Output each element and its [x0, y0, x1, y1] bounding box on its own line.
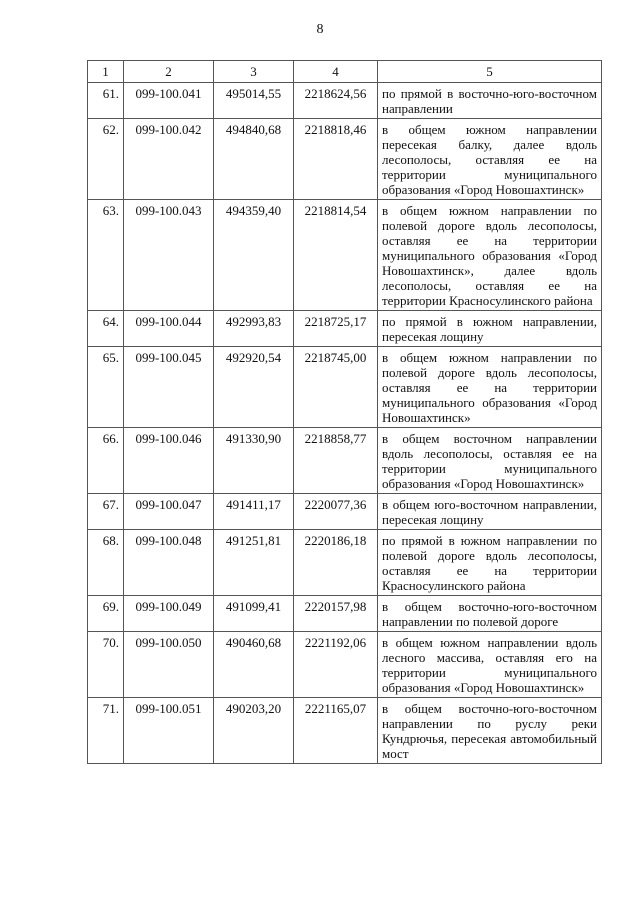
header-col-4: 4	[294, 61, 378, 83]
boundary-description: в общем южном направлении пересекая балку, далее вдоль лесополосы, оставляя ее на территории муниципального образования «Город Новошахтинск»	[378, 119, 602, 200]
boundary-description: в общем восточном направлении вдоль лесополосы, оставляя ее на территории муниципального образования «Город Новошахтинск»	[378, 428, 602, 494]
point-id: 099-100.042	[124, 119, 214, 200]
boundary-description: в общем юго-восточном направлении, пересекая лощину	[378, 494, 602, 530]
boundary-description: по прямой в восточно-юго-восточном направлении	[378, 83, 602, 119]
boundary-description: в общем южном направлении по полевой дороге вдоль лесополосы, оставляя ее на территории муниципального образования «Город Новошахтинск», далее вдоль лесополосы, оставляя ее на территории Красносулинского района	[378, 200, 602, 311]
y-coordinate: 2221192,06	[294, 632, 378, 698]
table-row	[88, 119, 602, 200]
x-coordinate: 494359,40	[214, 200, 294, 311]
table-row	[88, 632, 602, 698]
page-number: 8	[316, 22, 324, 37]
table-row	[88, 428, 602, 494]
y-coordinate: 2220157,98	[294, 596, 378, 632]
table-row	[88, 596, 602, 632]
point-id: 099-100.050	[124, 632, 214, 698]
x-coordinate: 490460,68	[214, 632, 294, 698]
y-coordinate: 2218745,00	[294, 347, 378, 428]
row-number: 70.	[88, 632, 124, 698]
row-number: 67.	[88, 494, 124, 530]
table-row	[88, 200, 602, 311]
row-number: 68.	[88, 530, 124, 596]
y-coordinate: 2218814,54	[294, 200, 378, 311]
row-number: 65.	[88, 347, 124, 428]
x-coordinate: 491330,90	[214, 428, 294, 494]
row-number: 64.	[88, 311, 124, 347]
x-coordinate: 490203,20	[214, 698, 294, 764]
y-coordinate: 2221165,07	[294, 698, 378, 764]
table-row	[88, 530, 602, 596]
point-id: 099-100.049	[124, 596, 214, 632]
point-id: 099-100.043	[124, 200, 214, 311]
point-id: 099-100.045	[124, 347, 214, 428]
x-coordinate: 492920,54	[214, 347, 294, 428]
x-coordinate: 491099,41	[214, 596, 294, 632]
table-header-row	[88, 61, 602, 83]
y-coordinate: 2220186,18	[294, 530, 378, 596]
boundary-description: в общем южном направлении вдоль лесного массива, оставляя его на территории муниципального образования «Город Новошахтинск»	[378, 632, 602, 698]
boundary-description: по прямой в южном направлении, пересекая лощину	[378, 311, 602, 347]
point-id: 099-100.047	[124, 494, 214, 530]
y-coordinate: 2218624,56	[294, 83, 378, 119]
x-coordinate: 491411,17	[214, 494, 294, 530]
point-id: 099-100.041	[124, 83, 214, 119]
coordinates-table	[87, 60, 602, 764]
header-col-2: 2	[124, 61, 214, 83]
table-row	[88, 347, 602, 428]
row-number: 62.	[88, 119, 124, 200]
x-coordinate: 494840,68	[214, 119, 294, 200]
point-id: 099-100.046	[124, 428, 214, 494]
x-coordinate: 495014,55	[214, 83, 294, 119]
row-number: 69.	[88, 596, 124, 632]
point-id: 099-100.051	[124, 698, 214, 764]
y-coordinate: 2220077,36	[294, 494, 378, 530]
header-col-1: 1	[88, 61, 124, 83]
row-number: 66.	[88, 428, 124, 494]
row-number: 63.	[88, 200, 124, 311]
table-row	[88, 83, 602, 119]
y-coordinate: 2218725,17	[294, 311, 378, 347]
point-id: 099-100.044	[124, 311, 214, 347]
y-coordinate: 2218818,46	[294, 119, 378, 200]
boundary-description: по прямой в южном направлении по полевой дороге вдоль лесополосы, оставляя ее на территории Красносулинского района	[378, 530, 602, 596]
x-coordinate: 491251,81	[214, 530, 294, 596]
point-id: 099-100.048	[124, 530, 214, 596]
table-row	[88, 494, 602, 530]
boundary-description: в общем восточно-юго-восточном направлении по руслу реки Кундрючья, пересекая автомобильный мост	[378, 698, 602, 764]
table-row	[88, 311, 602, 347]
header-col-5: 5	[378, 61, 602, 83]
x-coordinate: 492993,83	[214, 311, 294, 347]
row-number: 61.	[88, 83, 124, 119]
header-col-3: 3	[214, 61, 294, 83]
boundary-description: в общем восточно-юго-восточном направлении по полевой дороге	[378, 596, 602, 632]
row-number: 71.	[88, 698, 124, 764]
y-coordinate: 2218858,77	[294, 428, 378, 494]
boundary-description: в общем южном направлении по полевой дороге вдоль лесополосы, оставляя ее на территории муниципального образования «Город Новошахтинск»	[378, 347, 602, 428]
table-row	[88, 698, 602, 764]
